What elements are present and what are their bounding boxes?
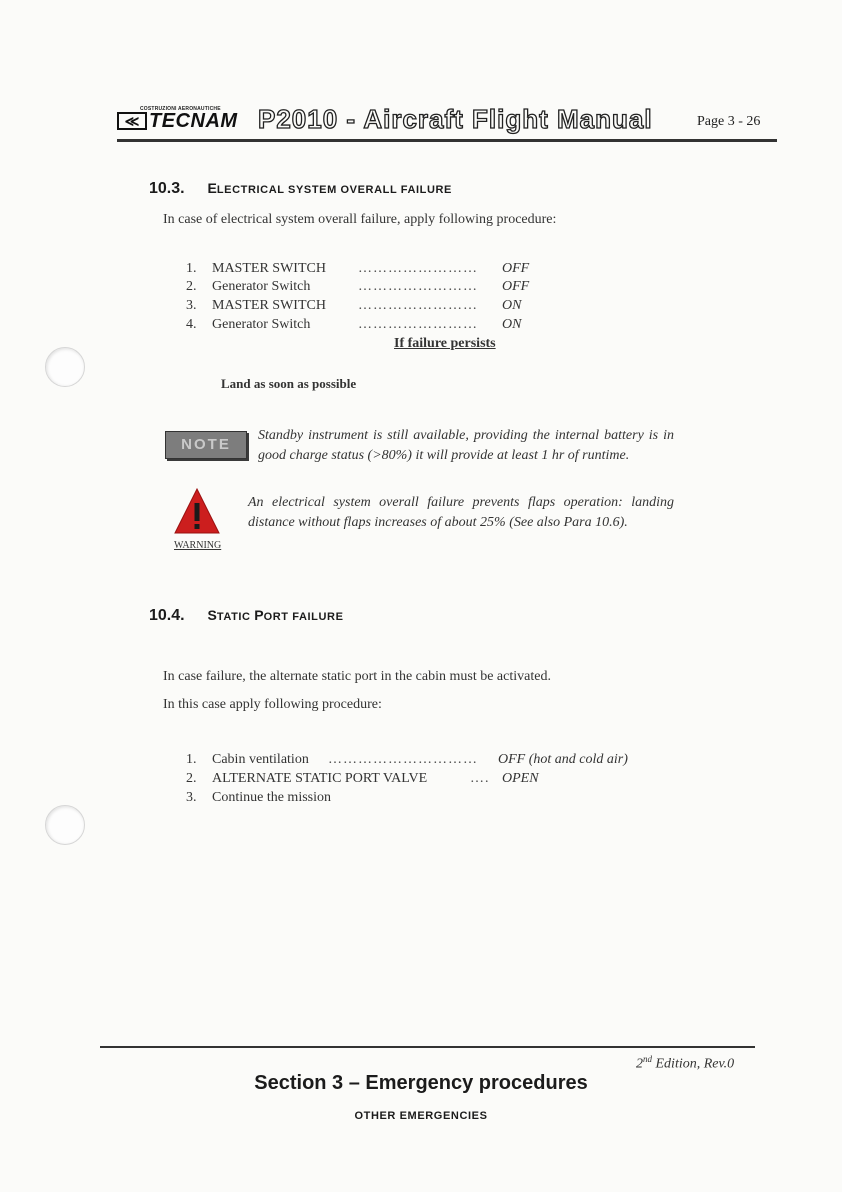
section-title-initial: S <box>207 607 217 623</box>
if-failure-persists: If failure persists <box>394 336 496 351</box>
section-number: 10.4. <box>149 607 185 624</box>
section-title-initial: E <box>207 180 217 196</box>
tecnam-logo-text: TECNAM <box>149 110 238 132</box>
step-value: ON <box>502 317 522 332</box>
tecnam-logo-icon: ≪ <box>117 112 147 130</box>
edition-number: 2 <box>636 1056 643 1072</box>
step-number: 3. <box>186 298 197 313</box>
warning-label: WARNING <box>174 540 222 551</box>
page-number: Page 3 - 26 <box>697 114 761 129</box>
step-item: MASTER SWITCH <box>212 261 326 276</box>
edition-label <box>636 1054 734 1073</box>
section-title-rest: ORT FAILURE <box>263 611 344 623</box>
step-value: OFF <box>502 279 530 294</box>
step-item: Generator Switch <box>212 279 311 294</box>
section-10-3-intro: In case of electrical system overall failure, apply following procedure: <box>163 212 557 227</box>
binder-hole-bottom <box>45 805 85 845</box>
step-number: 2. <box>186 279 197 294</box>
section-title-initial-2: P <box>254 607 264 623</box>
manual-title: P2010 - Aircraft Flight Manual <box>258 104 653 134</box>
section-10-4-heading <box>149 607 344 625</box>
warning-text: An electrical system overall failure prevents flaps operation: landing distance without flaps increases of about 25% (See also Para 10.6). <box>248 495 674 530</box>
header-rule <box>117 139 777 142</box>
step-value: OFF (hot and cold air) <box>498 752 628 767</box>
step-number: 3. <box>186 790 197 805</box>
section-10-4-intro: In case failure, the alternate static port in the cabin must be activated. <box>163 669 551 684</box>
binder-hole-top <box>45 347 85 387</box>
logo-tagline: COSTRUZIONI AERONAUTICHE <box>140 106 221 112</box>
step-item: MASTER SWITCH <box>212 298 326 313</box>
step-value: ON <box>502 298 522 313</box>
section-number: 10.3. <box>149 180 185 197</box>
footer-rule <box>100 1046 755 1048</box>
step-item: Cabin ventilation <box>212 752 309 767</box>
step-item: Continue the mission <box>212 790 331 805</box>
step-item: Generator Switch <box>212 317 311 332</box>
section-title-part: TATIC <box>216 611 255 623</box>
section-title-rest: LECTRICAL SYSTEM OVERALL FAILURE <box>216 184 452 196</box>
step-value: OFF <box>502 261 530 276</box>
step-leader: …………………… <box>358 317 478 332</box>
step-leader: …………………… <box>358 261 478 276</box>
step-number: 2. <box>186 771 197 786</box>
section-10-3-heading <box>149 180 452 198</box>
edition-suffix: nd <box>643 1054 652 1064</box>
section-10-4-intro-2: In this case apply following procedure: <box>163 697 382 712</box>
step-leader: …………………… <box>358 279 478 294</box>
step-leader: …. <box>470 771 490 786</box>
footer-section-title: Section 3 – Emergency procedures <box>254 1072 588 1094</box>
footer-subtitle: OTHER EMERGENCIES <box>354 1110 488 1122</box>
land-instruction: Land as soon as possible <box>221 376 357 391</box>
note-text: Standby instrument is still available, providing the internal battery is in good charge status (>80%) it will provide at least 1 hr of runtime. <box>258 428 674 463</box>
step-number: 1. <box>186 752 197 767</box>
step-leader: …………………… <box>358 298 478 313</box>
step-number: 1. <box>186 261 197 276</box>
warning-triangle-icon <box>172 486 222 536</box>
step-number: 4. <box>186 317 197 332</box>
edition-text: Edition, Rev.0 <box>652 1056 735 1072</box>
step-leader: ………………………… <box>328 752 478 767</box>
note-badge <box>165 431 247 459</box>
step-value: OPEN <box>502 771 539 786</box>
note-label: NOTE <box>181 436 231 453</box>
step-item: ALTERNATE STATIC PORT VALVE <box>212 771 428 786</box>
